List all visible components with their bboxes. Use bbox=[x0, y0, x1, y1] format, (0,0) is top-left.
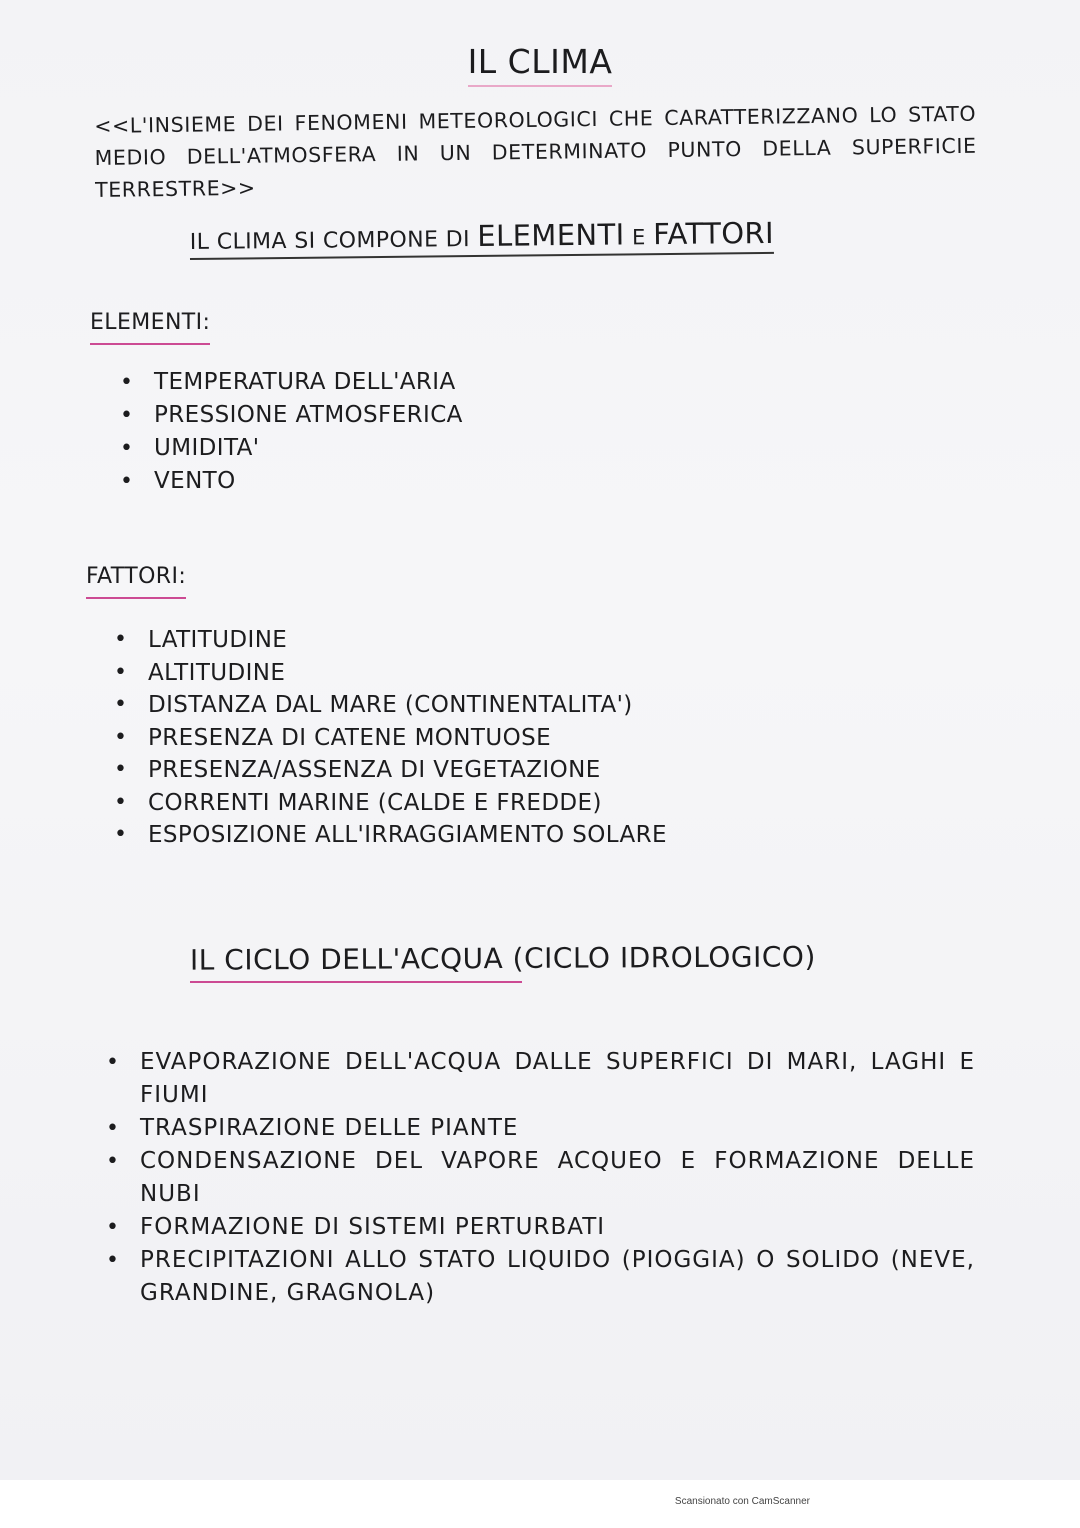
list-item: • FORMAZIONE DI SISTEMI PERTURBATI bbox=[80, 1211, 975, 1244]
list-item: • CONDENSAZIONE DEL VAPORE ACQUEO E FORMAZIONE DELLE NUBI bbox=[80, 1145, 975, 1211]
water-cycle-underline bbox=[190, 981, 522, 983]
climate-definition: <<L'INSIEME DEI FENOMENI METEOROLOGICI CHE CARATTERIZZANO LO STATO MEDIO DELL'ATMOSFERA IN UN DETERMINATO PUNTO DELLA SUPERFICIE TERRESTRE>> bbox=[94, 101, 977, 202]
page-title bbox=[0, 42, 1080, 87]
list-item: • LATITUDINE bbox=[88, 624, 667, 657]
list-item: • ALTITUDINE bbox=[88, 657, 667, 690]
list-item: • CORRENTI MARINE (CALDE E FREDDE) bbox=[88, 787, 667, 820]
factors-label bbox=[86, 564, 186, 599]
scanner-watermark: Scansionato con CamScanner bbox=[674, 1496, 810, 1507]
list-item: • ESPOSIZIONE ALL'IRRAGGIAMENTO SOLARE bbox=[88, 819, 667, 852]
factors-label-text: FATTORI: bbox=[86, 564, 187, 589]
page-title-text: IL CLIMA bbox=[468, 42, 613, 87]
list-item: • TEMPERATURA DELL'ARIA bbox=[94, 366, 463, 399]
elements-list bbox=[94, 366, 463, 498]
elements-label bbox=[90, 310, 210, 345]
list-item: • DISTANZA DAL MARE (CONTINENTALITA') bbox=[88, 689, 667, 722]
list-item: • TRASPIRAZIONE DELLE PIANTE bbox=[80, 1112, 975, 1145]
list-item: • EVAPORAZIONE DELL'ACQUA DALLE SUPERFICI DI MARI, LAGHI E FIUMI bbox=[80, 1046, 975, 1112]
list-item: • PRESSIONE ATMOSFERICA bbox=[94, 399, 463, 432]
list-item: • PRESENZA/ASSENZA DI VEGETAZIONE bbox=[88, 754, 667, 787]
heading-conjunction: E bbox=[631, 225, 646, 250]
heading-elements-word: ELEMENTI bbox=[477, 217, 625, 253]
elements-label-text: ELEMENTI: bbox=[90, 310, 211, 335]
list-item: • UMIDITA' bbox=[94, 432, 463, 465]
list-item: • PRECIPITAZIONI ALLO STATO LIQUIDO (PIOGGIA) O SOLIDO (NEVE, GRANDINE, GRAGNOLA) bbox=[80, 1244, 975, 1310]
heading-prefix: IL CLIMA SI COMPONE DI bbox=[189, 227, 471, 256]
factors-list bbox=[88, 624, 667, 852]
heading-factors-word: FATTORI bbox=[652, 215, 775, 252]
climate-components-heading bbox=[190, 216, 775, 260]
water-cycle-list bbox=[80, 1046, 975, 1310]
list-item: • PRESENZA DI CATENE MONTUOSE bbox=[88, 722, 667, 755]
list-item: • VENTO bbox=[94, 465, 463, 498]
water-cycle-heading: IL CICLO DELL'ACQUA (CICLO IDROLOGICO) bbox=[189, 940, 816, 977]
